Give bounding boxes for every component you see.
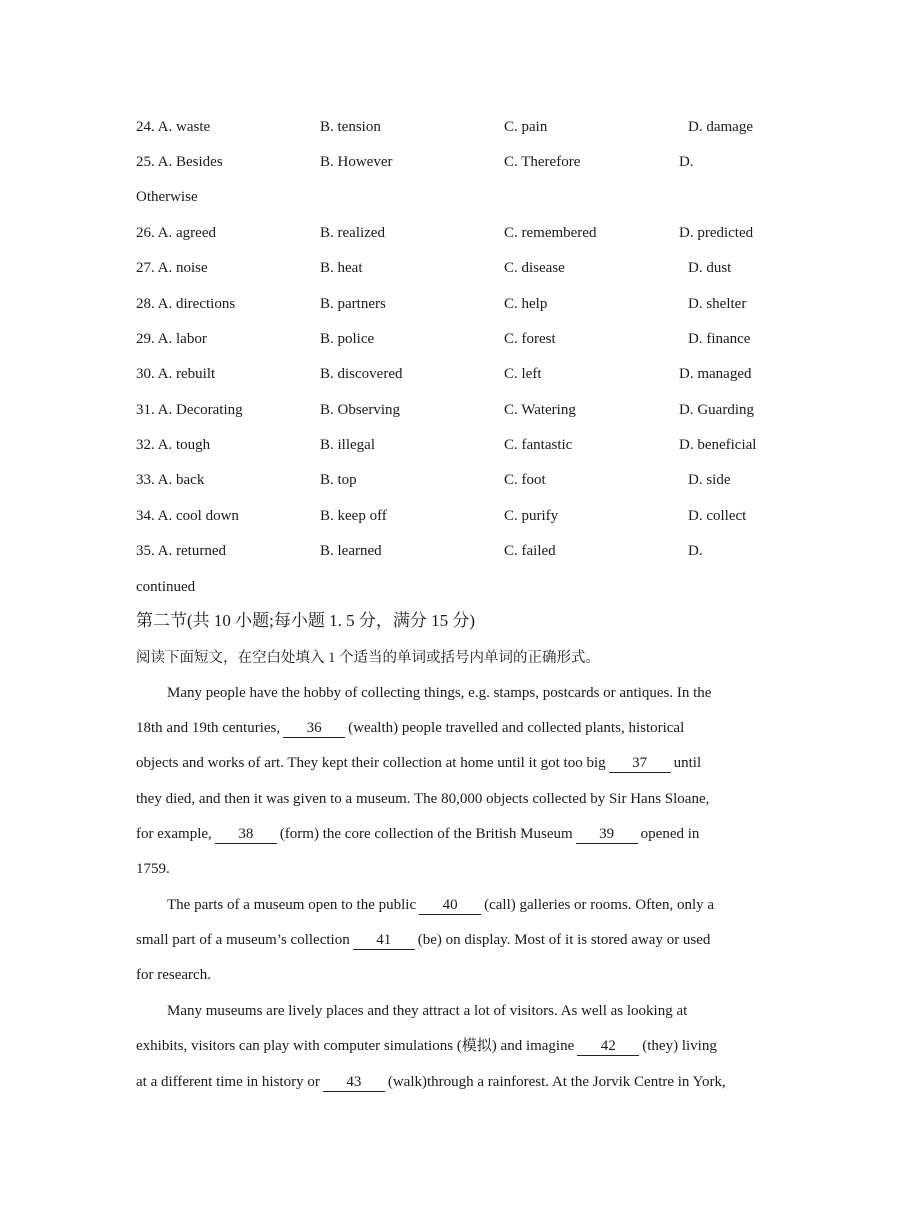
passage-text: at a different time in history or: [136, 1074, 320, 1090]
option-c: C. failed: [504, 543, 556, 559]
option-d: D. side: [688, 472, 731, 488]
passage-line: [136, 1070, 726, 1094]
passage-text: The parts of a museum open to the public: [167, 897, 417, 913]
option-a: 35. A. returned: [136, 543, 226, 559]
option-b: B. realized: [320, 225, 385, 241]
blank-39[interactable]: 39: [576, 825, 638, 844]
option-a: 28. A. directions: [136, 296, 236, 312]
question-33-options: [136, 468, 776, 492]
passage-line: Many museums are lively places and they attract a lot of visitors. As well as looking at: [167, 1003, 688, 1019]
question-24-options: [136, 115, 776, 139]
option-c: C. purify: [504, 508, 559, 524]
option-d: D. damage: [688, 119, 753, 135]
passage-text: exhibits, visitors can play with computer simulations (模拟) and imagine: [136, 1038, 575, 1054]
option-b: B. learned: [320, 543, 382, 559]
option-d: D.: [679, 154, 694, 170]
question-30-options: [136, 362, 776, 386]
option-c: C. Therefore: [504, 154, 581, 170]
passage-text: until: [673, 755, 702, 771]
passage-line: [136, 928, 710, 952]
passage-text: (call) galleries or rooms. Often, only a: [484, 897, 715, 913]
option-b: B. police: [320, 331, 375, 347]
option-d: D. beneficial: [679, 437, 757, 453]
option-a: 30. A. rebuilt: [136, 366, 216, 382]
option-c: C. forest: [504, 331, 556, 347]
passage-text: small part of a museum’s collection: [136, 932, 350, 948]
question-27-options: [136, 256, 776, 280]
option-b: B. However: [320, 154, 393, 170]
option-a: 27. A. noise: [136, 260, 208, 276]
blank-42[interactable]: 42: [577, 1037, 639, 1056]
option-b: B. partners: [320, 296, 386, 312]
option-b: B. tension: [320, 119, 381, 135]
option-d-continuation: Otherwise: [136, 189, 198, 205]
passage-text: objects and works of art. They kept their collection at home until it got too big: [136, 755, 606, 771]
option-c: C. pain: [504, 119, 548, 135]
passage-text: (form) the core collection of the British Museum: [279, 826, 573, 842]
question-31-options: [136, 398, 776, 422]
option-d: D.: [688, 543, 703, 559]
section-header: 第二节(共 10 小题;每小题 1. 5 分，满分 15 分): [136, 611, 476, 630]
option-a: 32. A. tough: [136, 437, 211, 453]
question-34-options: [136, 504, 776, 528]
option-c: C. Watering: [504, 402, 576, 418]
blank-36[interactable]: 36: [283, 719, 345, 738]
question-28-options: [136, 292, 776, 316]
passage-text: for example,: [136, 826, 212, 842]
passage-line: [136, 716, 684, 740]
passage-line: [167, 893, 714, 917]
blank-38[interactable]: 38: [215, 825, 277, 844]
passage-line: [136, 822, 699, 846]
passage-text: (wealth) people travelled and collected plants, historical: [348, 720, 685, 736]
passage-line: they died, and then it was given to a museum. The 80,000 objects collected by Sir Hans Sloane,: [136, 791, 710, 807]
passage-line: [136, 1034, 717, 1058]
question-35-options: [136, 539, 776, 563]
passage-text: (be) on display. Most of it is stored away or used: [417, 932, 711, 948]
option-c: C. fantastic: [504, 437, 573, 453]
option-d: D. shelter: [688, 296, 747, 312]
option-a: 34. A. cool down: [136, 508, 239, 524]
option-b: B. Observing: [320, 402, 400, 418]
section-instruction: 阅读下面短文，在空白处填入 1 个适当的单词或括号内单词的正确形式。: [136, 650, 600, 666]
option-d: D. managed: [679, 366, 752, 382]
option-d: D. finance: [688, 331, 751, 347]
option-c: C. disease: [504, 260, 565, 276]
option-a: 33. A. back: [136, 472, 205, 488]
option-d: D. Guarding: [679, 402, 754, 418]
option-a: 29. A. labor: [136, 331, 207, 347]
option-d-continuation: continued: [136, 579, 196, 595]
option-c: C. foot: [504, 472, 546, 488]
passage-text: (they) living: [642, 1038, 717, 1054]
question-32-options: [136, 433, 776, 457]
option-a: 25. A. Besides: [136, 154, 223, 170]
blank-40[interactable]: 40: [419, 896, 481, 915]
option-a: 26. A. agreed: [136, 225, 216, 241]
option-d: D. collect: [688, 508, 747, 524]
option-c: C. remembered: [504, 225, 597, 241]
option-a: 24. A. waste: [136, 119, 211, 135]
question-26-options: [136, 221, 776, 245]
blank-37[interactable]: 37: [609, 754, 671, 773]
passage-text: (walk)through a rainforest. At the Jorvik Centre in York,: [387, 1074, 726, 1090]
blank-41[interactable]: 41: [353, 931, 415, 950]
passage-text: opened in: [640, 826, 700, 842]
option-a: 31. A. Decorating: [136, 402, 243, 418]
question-29-options: [136, 327, 776, 351]
option-b: B. keep off: [320, 508, 387, 524]
passage-line: for research.: [136, 967, 211, 983]
passage-line: Many people have the hobby of collecting things, e.g. stamps, postcards or antiques. In the: [167, 685, 712, 701]
option-b: B. top: [320, 472, 357, 488]
option-b: B. discovered: [320, 366, 403, 382]
option-b: B. illegal: [320, 437, 375, 453]
option-d: D. predicted: [679, 225, 754, 241]
passage-line: [136, 751, 701, 775]
option-c: C. left: [504, 366, 542, 382]
passage-line: 1759.: [136, 861, 170, 877]
option-c: C. help: [504, 296, 548, 312]
option-b: B. heat: [320, 260, 363, 276]
blank-43[interactable]: 43: [323, 1073, 385, 1092]
question-25-options: [136, 150, 776, 174]
passage-text: 18th and 19th centuries,: [136, 720, 281, 736]
option-d: D. dust: [688, 260, 732, 276]
